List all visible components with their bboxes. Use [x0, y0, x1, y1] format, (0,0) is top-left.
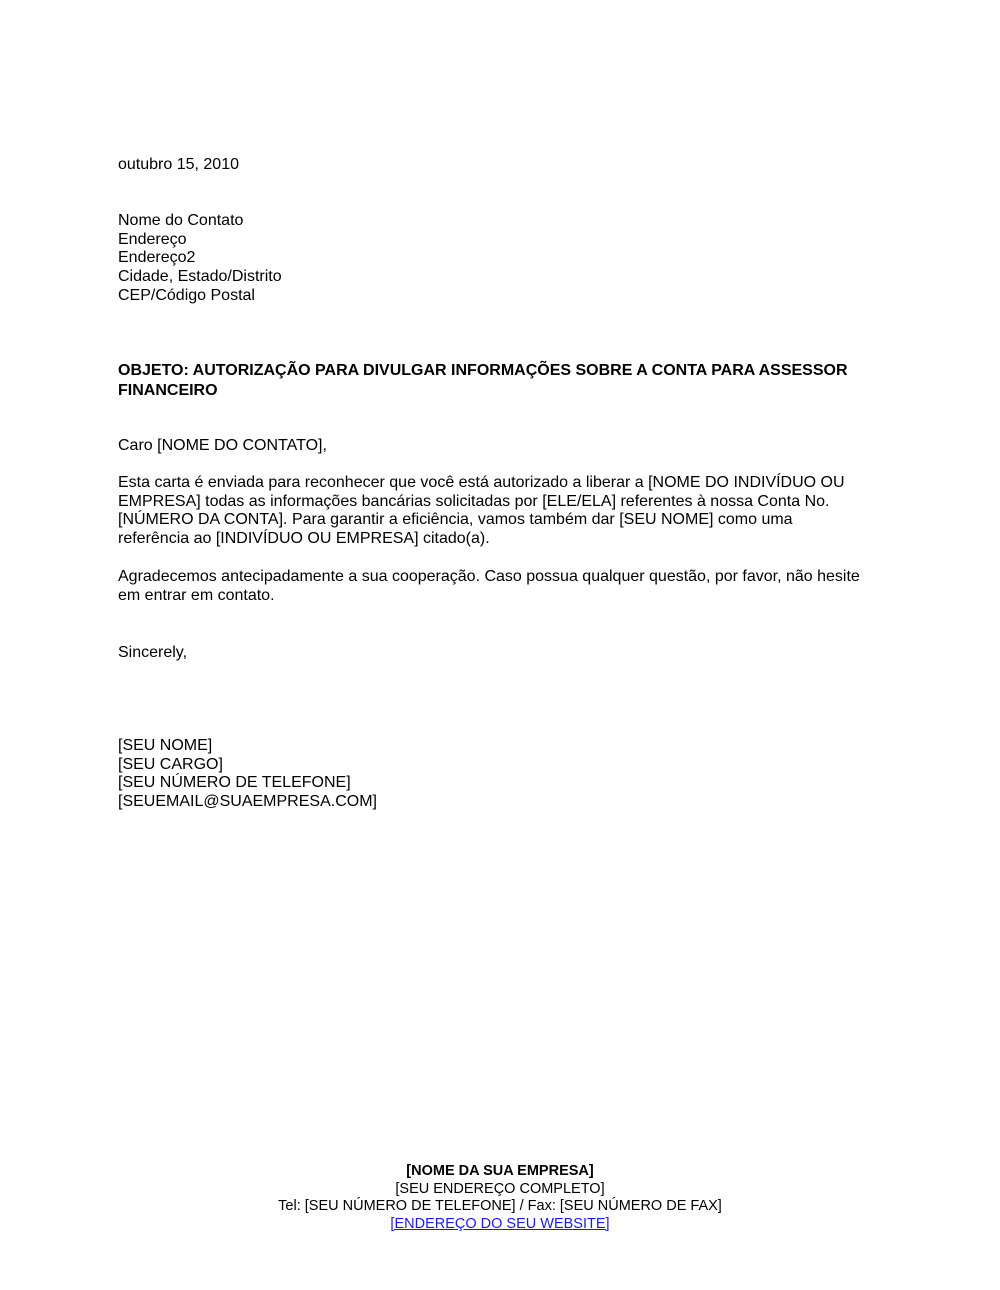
signature-title: [SEU CARGO]: [118, 756, 223, 773]
paragraph-2-line-1: Agradecemos antecipadamente a sua cooperação. Caso possua qualquer questão, por favor, não hesite: [118, 568, 860, 585]
subject-line-1: OBJETO: AUTORIZAÇÃO PARA DIVULGAR INFORMAÇÕES SOBRE A CONTA PARA ASSESSOR: [118, 362, 848, 379]
footer-company-name: [NOME DA SUA EMPRESA]: [406, 1163, 594, 1179]
signature-email: [SEUEMAIL@SUAEMPRESA.COM]: [118, 793, 377, 810]
salutation: Caro [NOME DO CONTATO],: [118, 437, 327, 454]
subject-line-2: FINANCEIRO: [118, 382, 218, 399]
signature-phone: [SEU NÚMERO DE TELEFONE]: [118, 774, 351, 791]
footer-website-link[interactable]: [ENDEREÇO DO SEU WEBSITE]: [390, 1215, 610, 1232]
body-paragraph-1: [118, 474, 883, 548]
signature-name: [SEU NOME]: [118, 737, 213, 754]
letter-date: outubro 15, 2010: [118, 156, 239, 173]
paragraph-2-line-2: em entrar em contato.: [118, 586, 275, 604]
recipient-name: Nome do Contato: [118, 212, 244, 229]
closing: Sincerely,: [118, 644, 188, 661]
recipient-postal-code: CEP/Código Postal: [118, 287, 255, 304]
paragraph-1-line-2: EMPRESA] todas as informações bancárias solicitadas por [ELE/ELA] referentes à nossa Conta No.: [118, 492, 830, 510]
paragraph-1-line-1: Esta carta é enviada para reconhecer que você está autorizado a liberar a [NOME DO INDIVÍDUO OU: [118, 474, 845, 491]
body-paragraph-2: [118, 568, 883, 605]
footer-contact: Tel: [SEU NÚMERO DE TELEFONE] / Fax: [SEU NÚMERO DE FAX]: [278, 1198, 722, 1214]
recipient-address-line-2: Endereço2: [118, 249, 196, 266]
recipient-address-line-1: Endereço: [118, 231, 187, 248]
footer-address: [SEU ENDEREÇO COMPLETO]: [395, 1180, 605, 1197]
recipient-city-state: Cidade, Estado/Distrito: [118, 268, 282, 285]
letter-subject: [118, 361, 883, 401]
letter-footer: [0, 1163, 1000, 1233]
paragraph-1-line-3: [NÚMERO DA CONTA]. Para garantir a eficiência, vamos também dar [SEU NOME] como uma: [118, 511, 793, 528]
paragraph-1-line-4: referência ao [INDIVÍDUO OU EMPRESA] citado(a).: [118, 529, 490, 547]
